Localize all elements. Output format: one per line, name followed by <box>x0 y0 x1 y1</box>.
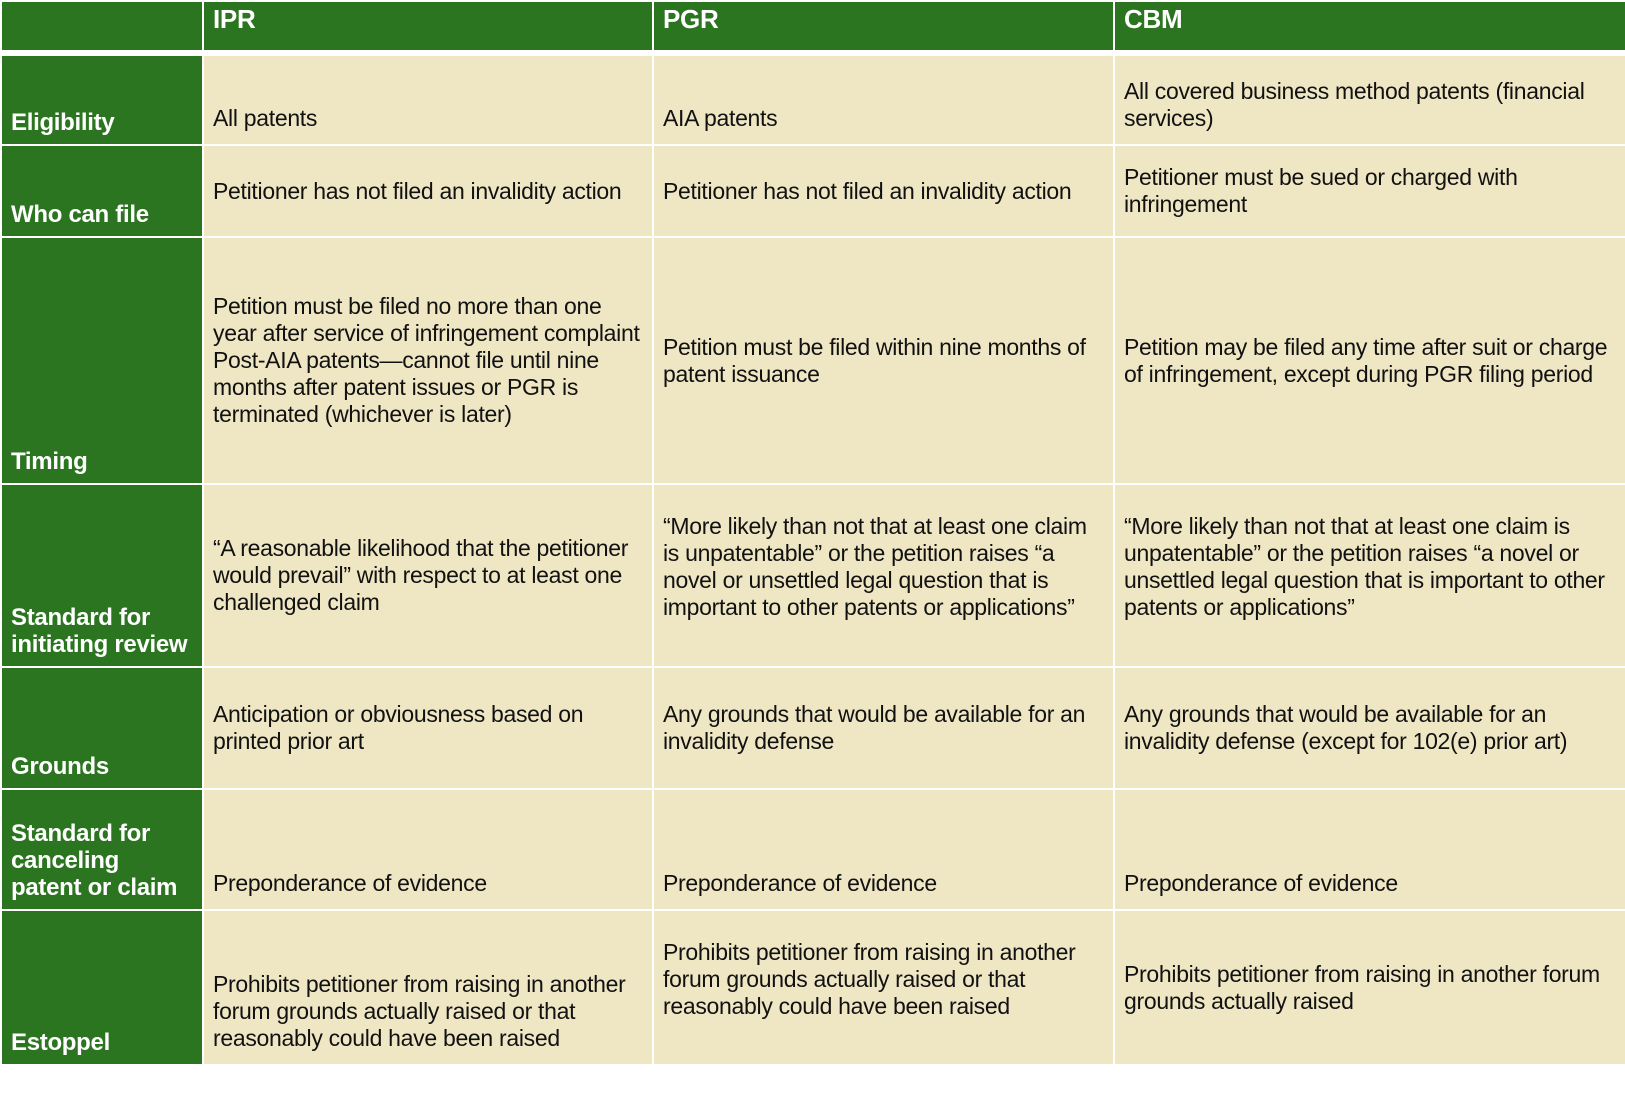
cell-cbm: Prohibits petitioner from raising in another forum grounds actually raised <box>1115 911 1625 1064</box>
table-row <box>2 56 1625 144</box>
header-ipr: IPR <box>204 2 652 54</box>
header-corner <box>2 2 202 54</box>
row-label: Timing <box>2 238 202 483</box>
row-label: Who can file <box>2 146 202 236</box>
cell-pgr: Prohibits petitioner from raising in another forum grounds actually raised or that reasonably could have been raised <box>654 911 1113 1064</box>
table-row <box>2 668 1625 788</box>
cell-pgr: Preponderance of evidence <box>654 790 1113 909</box>
cell-ipr: Petitioner has not filed an invalidity action <box>204 146 652 236</box>
table-row <box>2 485 1625 666</box>
header-pgr: PGR <box>654 2 1113 54</box>
cell-ipr: Preponderance of evidence <box>204 790 652 909</box>
cell-cbm: Preponderance of evidence <box>1115 790 1625 909</box>
cell-cbm: Petitioner must be sued or charged with infringement <box>1115 146 1625 236</box>
header-cbm: CBM <box>1115 2 1625 54</box>
cell-ipr: “A reasonable likelihood that the petitioner would prevail” with respect to at least one challenged claim <box>204 485 652 666</box>
row-label: Estoppel <box>2 911 202 1064</box>
table-row <box>2 146 1625 236</box>
cell-pgr: Petitioner has not filed an invalidity action <box>654 146 1113 236</box>
cell-pgr: AIA patents <box>654 56 1113 144</box>
cell-cbm: Any grounds that would be available for an invalidity defense (except for 102(e) prior art) <box>1115 668 1625 788</box>
row-label: Standard for initiating review <box>2 485 202 666</box>
cell-pgr: Any grounds that would be available for an invalidity defense <box>654 668 1113 788</box>
table-row <box>2 238 1625 483</box>
header-row <box>2 2 1625 54</box>
cell-ipr: Anticipation or obviousness based on printed prior art <box>204 668 652 788</box>
row-label: Grounds <box>2 668 202 788</box>
cell-ipr: All patents <box>204 56 652 144</box>
cell-ipr: Petition must be filed no more than one year after service of infringement complaint Post-AIA patents—cannot file until nine months after patent issues or PGR is terminated (whichever is later) <box>204 238 652 483</box>
cell-ipr: Prohibits petitioner from raising in another forum grounds actually raised or that reasonably could have been raised <box>204 911 652 1064</box>
cell-pgr: “More likely than not that at least one claim is unpatentable” or the petition raises “a novel or unsettled legal question that is important to other patents or applications” <box>654 485 1113 666</box>
cell-cbm: “More likely than not that at least one claim is unpatentable” or the petition raises “a novel or unsettled legal question that is important to other patents or applications” <box>1115 485 1625 666</box>
cell-pgr: Petition must be filed within nine months of patent issuance <box>654 238 1113 483</box>
table-row <box>2 911 1625 1064</box>
table-row <box>2 790 1625 909</box>
cell-cbm: Petition may be filed any time after suit or charge of infringement, except during PGR filing period <box>1115 238 1625 483</box>
row-label: Eligibility <box>2 56 202 144</box>
row-label: Standard for canceling patent or claim <box>2 790 202 909</box>
cell-cbm: All covered business method patents (financial services) <box>1115 56 1625 144</box>
